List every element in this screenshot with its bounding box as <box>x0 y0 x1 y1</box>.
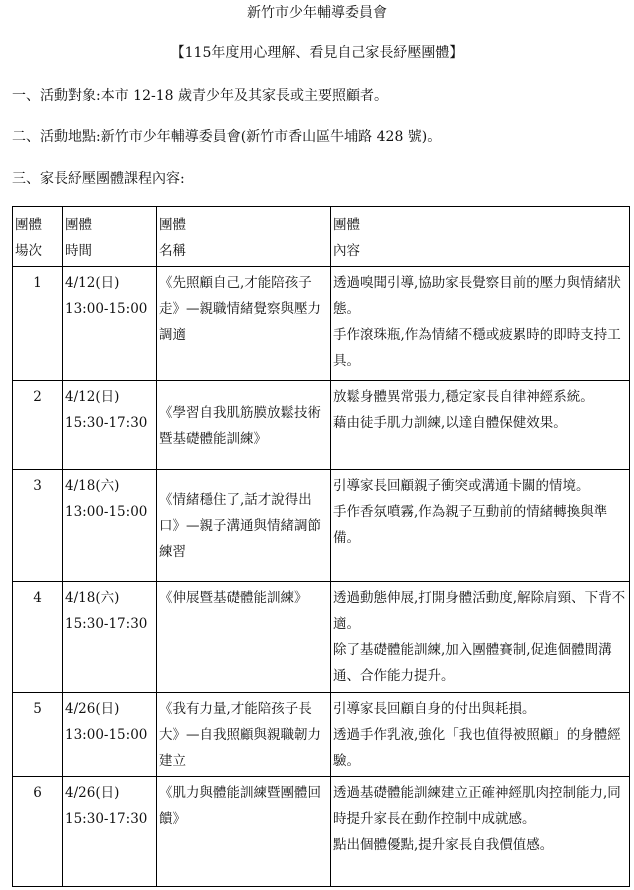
session-name: 《學習自我肌筋膜放鬆技術暨基礎體能訓練》 <box>157 381 331 470</box>
table-row <box>13 470 630 582</box>
session-content: 透過動態伸展,打開身體活動度,解除肩頸、下背不適。 除了基礎體能訓練,加入團體賽制,促進個體間溝通、合作能力提升。 <box>331 582 630 693</box>
session-name: 《肌力與體能訓練暨團體回饋》 <box>157 777 331 887</box>
table-row <box>13 693 630 777</box>
course-table <box>12 206 630 887</box>
header-time: 團體 時間 <box>63 207 157 267</box>
table-row <box>13 777 630 887</box>
session-number: 1 <box>13 267 63 381</box>
org-title: 新竹市少年輔導委員會 <box>247 5 387 21</box>
session-content: 透過嗅聞引導,協助家長覺察目前的壓力與情緒狀態。 手作滾珠瓶,作為情緒不穩或疲累時的即時支持工具。 <box>331 267 630 381</box>
program-title: 【115年度用心理解、看見自己家長紓壓團體】 <box>170 45 464 61</box>
session-number: 3 <box>13 470 63 582</box>
table-row <box>13 267 630 381</box>
session-content: 引導家長回顧自身的付出與耗損。 透過手作乳液,強化「我也值得被照顧」的身體經驗。 <box>331 693 630 777</box>
session-time: 4/18(六) 13:00-15:00 <box>63 470 157 582</box>
table-row <box>13 582 630 693</box>
session-content: 引導家長回顧親子衝突或溝通卡關的情境。 手作香氛噴霧,作為親子互動前的情緒轉換與準備。 <box>331 470 630 582</box>
session-time: 4/26(日) 13:00-15:00 <box>63 693 157 777</box>
session-number: 6 <box>13 777 63 887</box>
session-time: 4/12(日) 13:00-15:00 <box>63 267 157 381</box>
target-line: 一、活動對象:本市 12-18 歲青少年及其家長或主要照顧者。 <box>12 88 388 104</box>
session-time: 4/12(日) 15:30-17:30 <box>63 381 157 470</box>
session-content: 放鬆身體異常張力,穩定家長自律神經系統。 藉由徒手肌力訓練,以達自體保健效果。 <box>331 381 630 470</box>
session-number: 2 <box>13 381 63 470</box>
session-time: 4/26(日) 15:30-17:30 <box>63 777 157 887</box>
session-name: 《我有力量,才能陪孩子長大》—自我照顧與親職韌力建立 <box>157 693 331 777</box>
session-name: 《伸展暨基礎體能訓練》 <box>157 582 331 693</box>
session-number: 4 <box>13 582 63 693</box>
header-name: 團體 名稱 <box>157 207 331 267</box>
session-time: 4/18(六) 15:30-17:30 <box>63 582 157 693</box>
table-row <box>13 381 630 470</box>
session-name: 《情緒穩住了,話才說得出口》—親子溝通與情緒調節練習 <box>157 470 331 582</box>
table-header-row <box>13 207 630 267</box>
session-name: 《先照顧自己,才能陪孩子走》—親職情緒覺察與壓力調適 <box>157 267 331 381</box>
content-heading: 三、家長紓壓團體課程內容: <box>12 171 185 187</box>
session-number: 5 <box>13 693 63 777</box>
header-content: 團體 內容 <box>331 207 630 267</box>
session-content: 透過基礎體能訓練建立正確神經肌肉控制能力,同時提升家長在動作控制中成就感。 點出個體優點,提升家長自我價值感。 <box>331 777 630 887</box>
header-session: 團體 場次 <box>13 207 63 267</box>
location-line: 二、活動地點:新竹市少年輔導委員會(新竹市香山區牛埔路 428 號)。 <box>12 129 442 145</box>
